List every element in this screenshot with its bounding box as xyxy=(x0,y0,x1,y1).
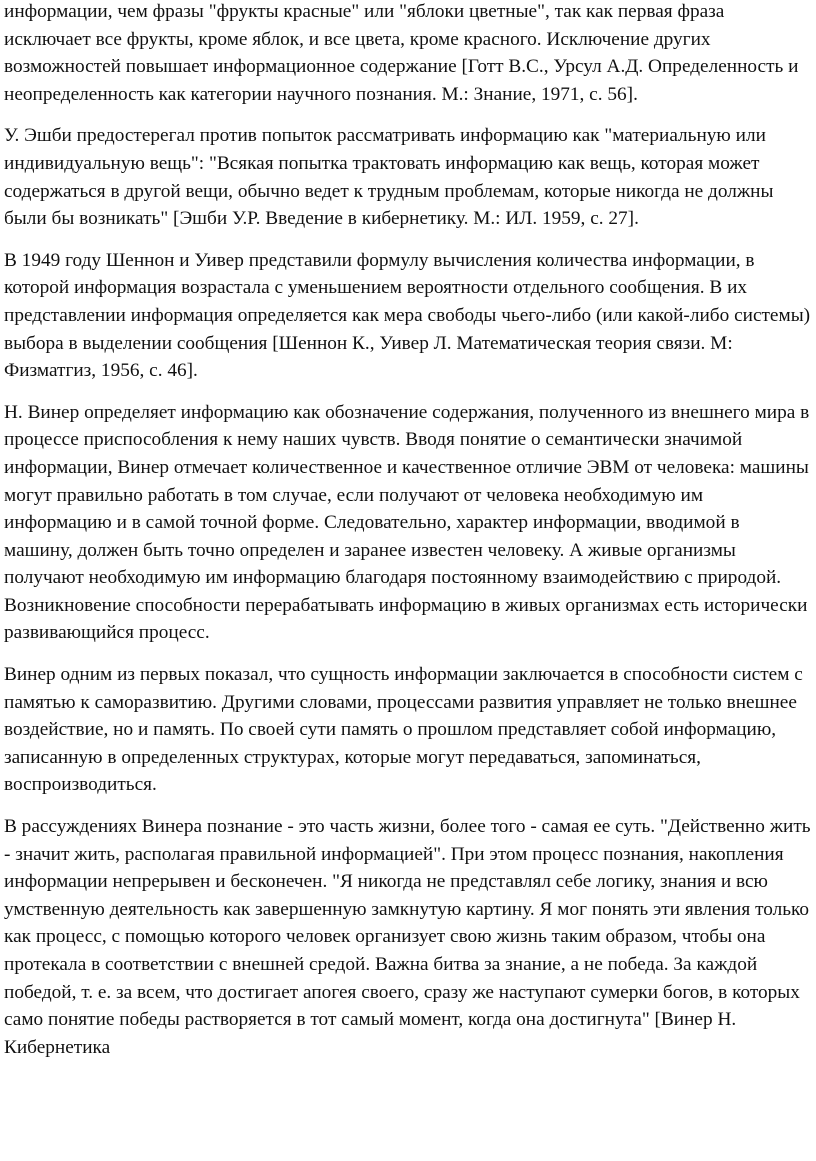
paragraph-wiener-memory: Винер одним из первых показал, что сущность информации заключается в способности систем с памятью к саморазвитию. Другими словами, процессами развития управляет не только внешнее воздействие, но и память. По своей сути память о прошлом представляет собой информацию, записанную в определенных структурах, которые могут передаваться, запоминаться, воспроизводиться. xyxy=(4,664,803,796)
paragraph-informativeness: информации, чем фразы "фрукты красные" или "яблоки цветные", так как первая фраза исключает все фрукты, кроме яблок, и все цвета, кроме красного. Исключение других возможностей повышает информационное содержание [Готт В.С., Урсул А.Д. Определенность и неопределенность как категории научного познания. М.: Знание, 1971, с. 56]. xyxy=(4,1,799,105)
paragraph-wiener-definition: Н. Винер определяет информацию как обозначение содержания, полученного из внешнего мира в процессе приспособления к нему наших чувств. Вводя понятие о семантически значимой информации, Винер отмечает количественное и качественное отличие ЭВМ от человека: машины могут правильно работать в том случае, если получают от человека необходимую им информацию и в самой точной форме. Следовательно, характер информации, вводимой в машину, должен быть точно определен и заранее известен человеку. А живые организмы получают необходимую им информацию благодаря постоянному взаимодействию с природой. Возникновение способности перерабатывать информацию в живых организмах есть исторически развивающийся процесс. xyxy=(4,401,810,644)
paragraph-ashby: У. Эшби предостерегал против попыток рассматривать информацию как "материальную или индивидуальную вещь": "Всякая попытка трактовать информацию как вещь, которая может содержаться в другой вещи, обычно ведет к трудным проблемам, которые никогда не должны были бы возникать" [Эшби У.Р. Введение в кибернетику. М.: ИЛ. 1959, с. 27]. xyxy=(4,125,774,230)
paragraph-shannon-weaver: В 1949 году Шеннон и Уивер представили формулу вычисления количества информации, в которой информация возрастала с уменьшением вероятности отдельного сообщения. В их представлении информация определяется как мера свободы чьего-либо (или какой-либо системы) выбора в выделении сообщения [Шеннон К., Уивер Л. Математическая теория связи. М: Физматгиз, 1956, с. 46]. xyxy=(4,249,811,382)
paragraph-wiener-cognition: В рассуждениях Винера познание - это часть жизни, более того - самая ее суть. "Действенно жить - значит жить, располагая правильной информацией". При этом процесс познания, накопления информации непрерывен и бесконечен. "Я никогда не представлял себе логику, знания и всю умственную деятельность как завершенную замкнутую картину. Я мог понять эти явления только как процесс, с помощью которого человек организует свою жизнь таким образом, чтобы она протекала в соответствии с внешней средой. Важна битва за знание, а не победа. За каждой победой, т. е. за всем, что достигает апогея своего, сразу же наступают сумерки богов, в которых само понятие победы растворяется в тот самый момент, когда она достигнута" [Винер Н. Кибернетика xyxy=(4,816,811,1058)
